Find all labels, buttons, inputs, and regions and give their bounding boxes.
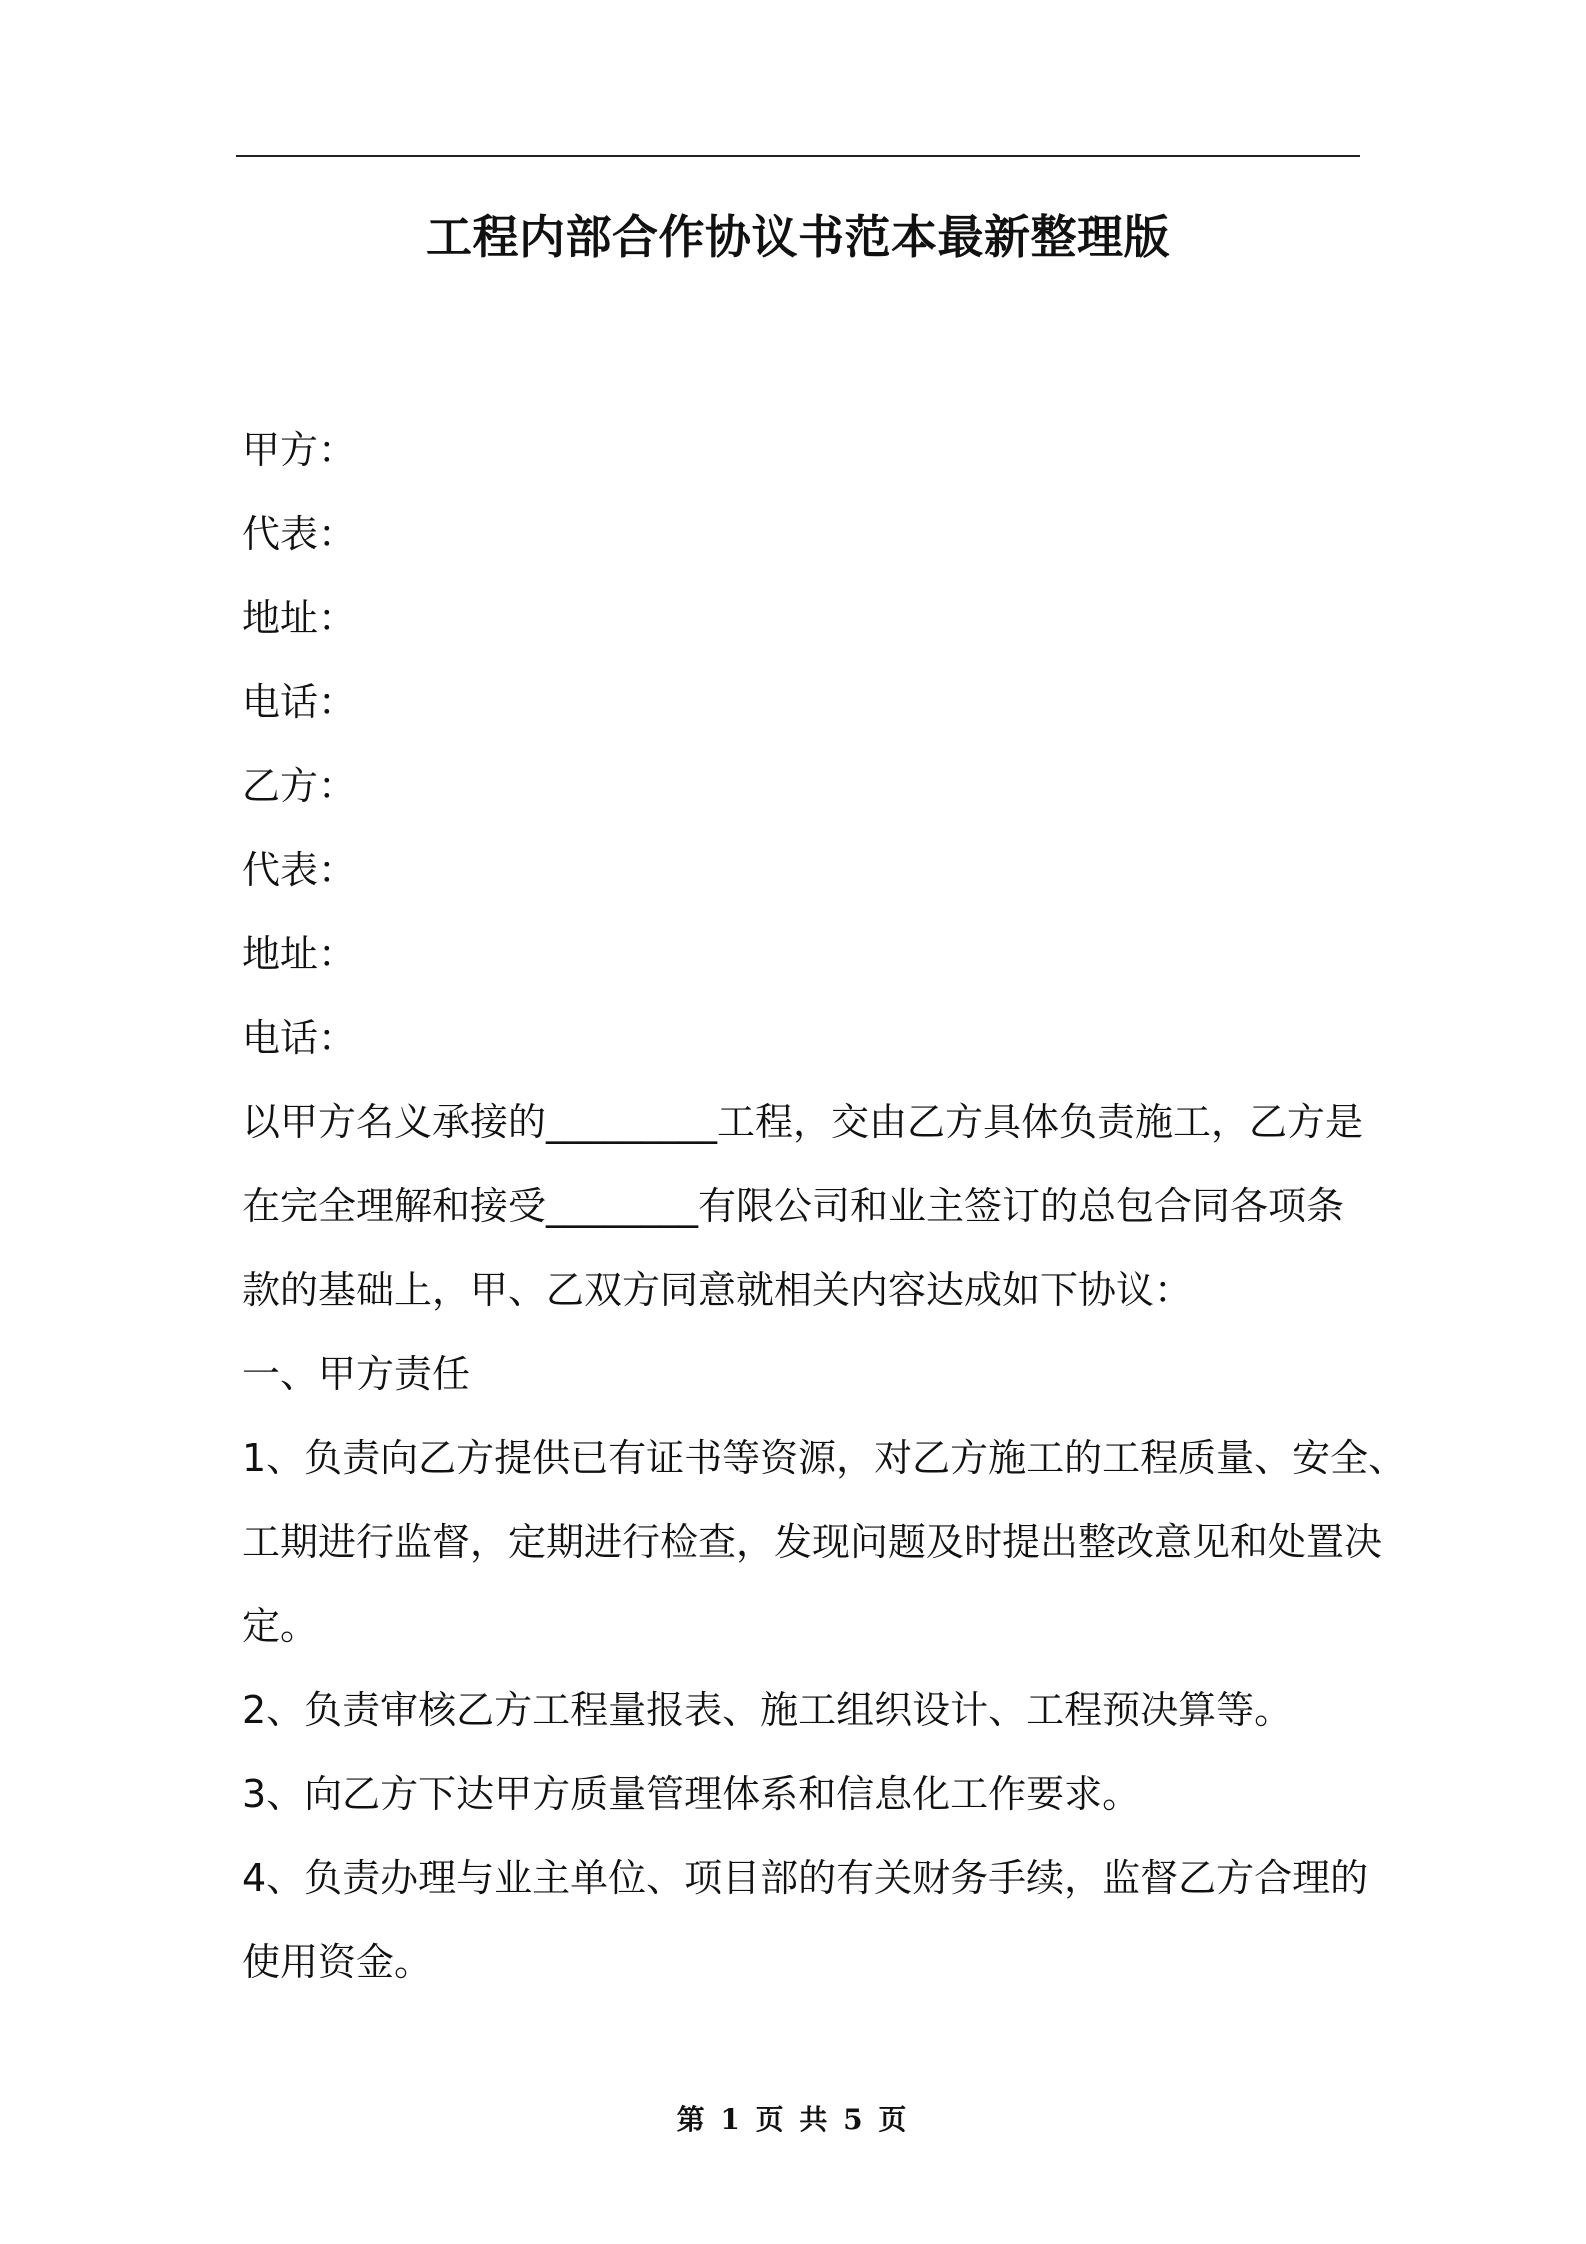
party-a-label: 甲方： [242,428,357,472]
preamble-line: 款的基础上，甲、乙双方同意就相关内容达成如下协议： [242,1268,1193,1312]
party-b-phone-label: 电话： [242,1016,357,1060]
clause-line: 1、负责向乙方提供已有证书等资源，对乙方施工的工程质量、安全、 [242,1436,1407,1480]
party-b-label: 乙方： [242,764,357,808]
document-body [242,408,1407,2004]
preamble-line: 在完全理解和接受________有限公司和业主签订的总包合同各项条 [242,1184,1345,1228]
preamble-line: 以甲方名义承接的_________工程，交由乙方具体负责施工，乙方是 [242,1100,1364,1144]
party-a-representative-label: 代表： [242,512,357,556]
clause-line: 4、负责办理与业主单位、项目部的有关财务手续，监督乙方合理的 [242,1856,1369,1900]
header-rule [236,155,1360,157]
section-heading: 一、甲方责任 [242,1352,471,1396]
clause-line: 3、向乙方下达甲方质量管理体系和信息化工作要求。 [242,1772,1141,1816]
clause-line: 使用资金。 [242,1940,433,1984]
page-number-footer: 第 1 页 共 5 页 [676,2103,910,2136]
party-a-phone-label: 电话： [242,680,357,724]
party-a-address-label: 地址： [242,596,357,640]
party-b-address-label: 地址： [242,932,357,976]
clause-line: 工期进行监督，定期进行检查，发现问题及时提出整改意见和处置决 [242,1520,1383,1564]
clause-line: 定。 [242,1604,319,1648]
party-b-representative-label: 代表： [242,848,357,892]
document-title: 工程内部合作协议书范本最新整理版 [426,210,1170,264]
clause-line: 2、负责审核乙方工程量报表、施工组织设计、工程预决算等。 [242,1688,1293,1732]
